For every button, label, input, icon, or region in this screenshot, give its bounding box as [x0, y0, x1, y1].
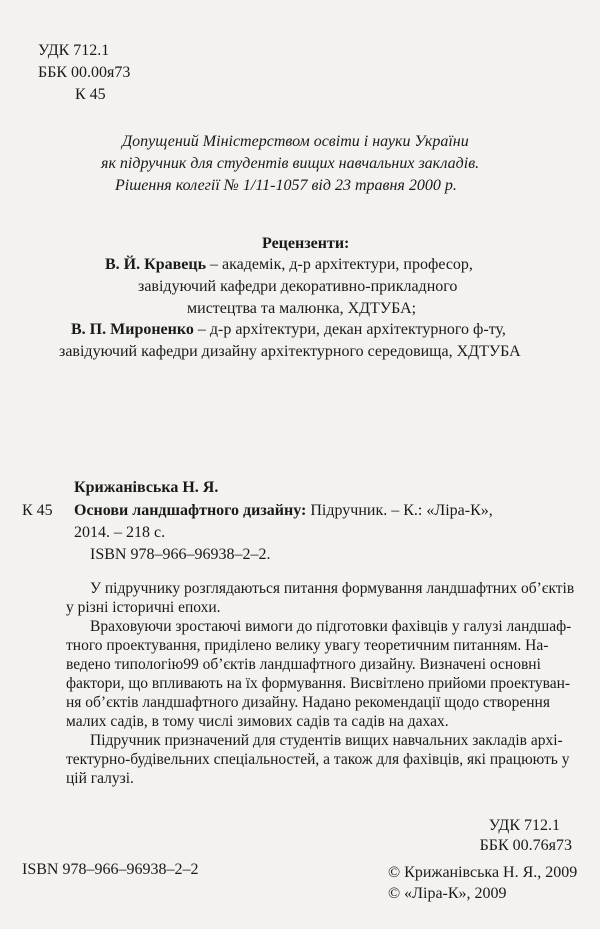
reviewer-2-title: – д-р архітектури, декан архітектурного ф-ту,: [193, 321, 506, 338]
reviewer-1-line-2: завідуючий кафедри декоративно-прикладного: [138, 278, 458, 295]
footer-isbn: ISBN 978–966–96938–2–2: [22, 861, 199, 878]
reviewer-2-line-2: завідуючий кафедри дизайну архітектурного середовища, ХДТУБА: [59, 343, 521, 360]
footer-bbk: ББК 00.76я73: [479, 837, 572, 854]
bib-isbn: ISBN 978–966–96938–2–2.: [90, 546, 271, 563]
abstract-p1-l1: У підручнику розглядаються питання формування ландшафтних об’єктів: [90, 580, 575, 597]
abstract-p1-l2: у різні історичні епохи.: [66, 599, 221, 616]
abstract-p2-l4: фактори, що впливають на їх формування. Висвітлено прийоми проектуван-: [66, 675, 571, 692]
abstract-p2-l6: малих садів, в тому числі зимових садів та садів на дахах.: [66, 713, 449, 730]
udk-code: УДК 712.1: [38, 42, 110, 59]
reviewer-1-line-1: [105, 257, 473, 273]
abstract-p3-l3: цій галузі.: [66, 770, 134, 787]
bib-title: Основи ландшафтного дизайну:: [74, 502, 307, 519]
bbk-code: ББК 00.00я73: [38, 64, 131, 81]
reviewer-1-title: – академік, д-р архітектури, професор,: [206, 256, 473, 273]
abstract-p3-l1: Підручник призначений для студентів вищих навчальних закладів архі-: [90, 732, 563, 749]
bib-year-pages: 2014. – 218 с.: [74, 524, 166, 541]
reviewer-1-line-3: мистецтва та малюнка, ХДТУБА;: [187, 300, 417, 317]
approval-line-2: як підручник для студентів вищих навчальних закладів.: [101, 155, 480, 172]
bib-publisher: Підручник. – К.: «Ліра-К»,: [306, 502, 493, 519]
reviewer-1-name: В. Й. Кравець: [105, 256, 207, 273]
abstract-p2-l5: ня об’єктів ландшафтного дизайну. Надано рекомендації щодо створення: [66, 694, 550, 711]
author-mark: К 45: [75, 86, 106, 103]
abstract-p2-l3: ведено типологію99 об’єктів ландшафтного дизайну. Визначені основні: [66, 656, 541, 673]
abstract-p3-l2: тектурно-будівельних спеціальностей, а також для фахівців, які працюють у: [66, 751, 570, 768]
footer-udk: УДК 712.1: [488, 817, 560, 834]
reviewers-heading: Рецензенти:: [262, 235, 350, 252]
copyright-author: © Крижанівська Н. Я., 2009: [388, 864, 578, 881]
reviewer-2-name: В. П. Мироненко: [71, 321, 194, 338]
reviewer-2-line-1: [71, 322, 506, 338]
bib-mark: К 45: [22, 502, 53, 519]
bib-title-line: [74, 503, 493, 519]
abstract-p2-l2: тного проектування, приділено велику увагу теоретичним питанням. На-: [66, 637, 549, 654]
approval-line-1: Допущений Міністерством освіти і науки України: [122, 133, 469, 150]
copyright-publisher: © «Ліра-К», 2009: [388, 885, 507, 902]
abstract-p2-l1: Враховуючи зростаючі вимоги до підготовки фахівців у галузі ландшаф-: [90, 618, 572, 635]
bib-author: Крижанівська Н. Я.: [74, 479, 219, 496]
approval-line-3: Рішення колегії № 1/11-1057 від 23 травня 2000 р.: [115, 177, 457, 194]
